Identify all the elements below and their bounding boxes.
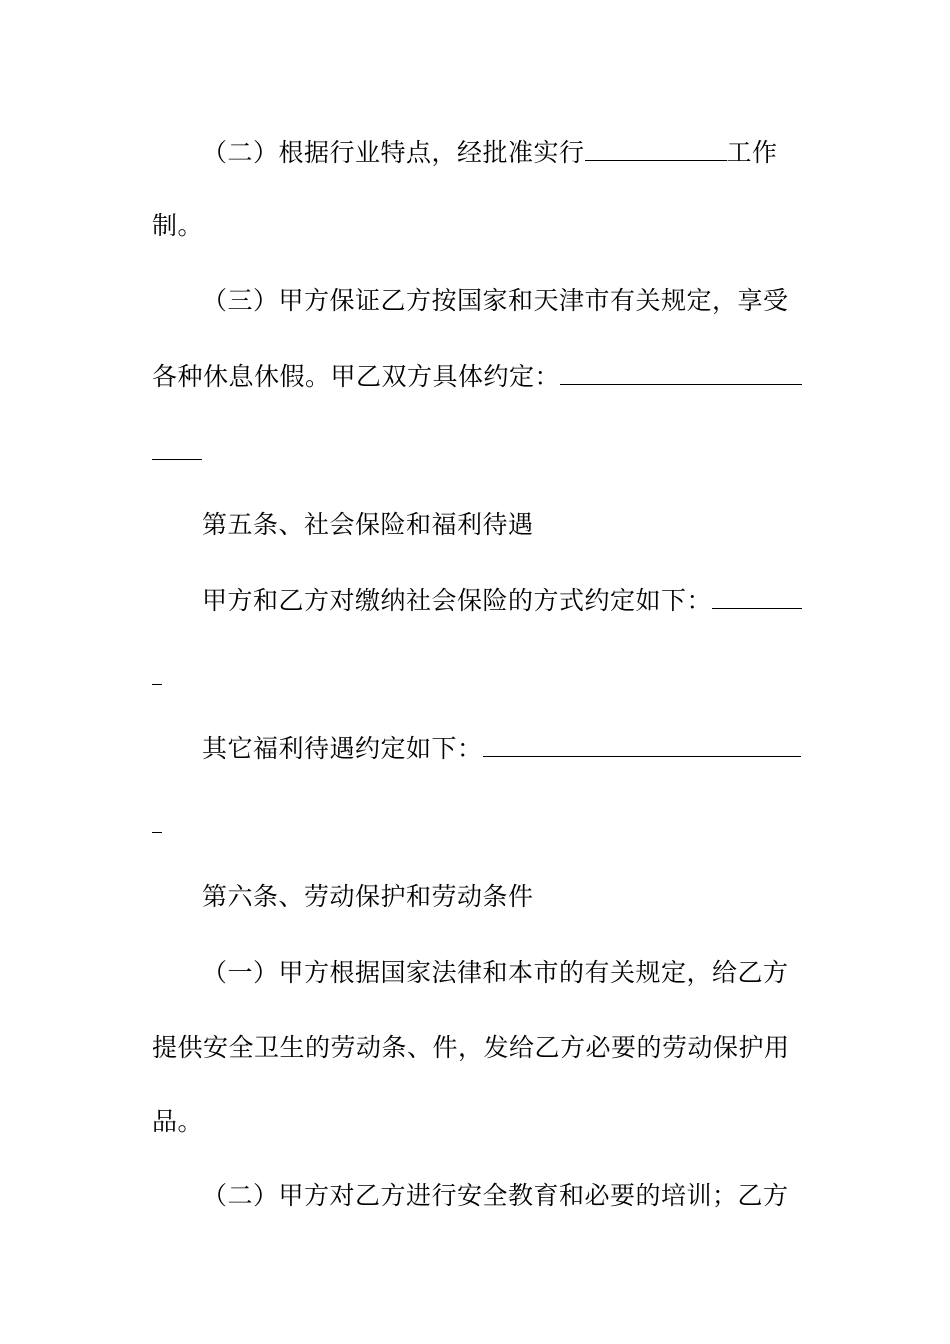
line-text: （二）甲方对乙方进行安全教育和必要的培训；乙方 — [202, 1181, 789, 1210]
line-text: （二）根据行业特点，经批准实行 — [202, 138, 585, 167]
paragraph-line — [202, 283, 802, 319]
fill-in-blank[interactable] — [712, 584, 802, 609]
paragraph-line — [152, 208, 802, 244]
fill-in-blank[interactable] — [585, 136, 727, 161]
paragraph-line — [152, 1030, 802, 1066]
fill-in-blank-continuation[interactable] — [152, 684, 162, 685]
line-text: 甲方和乙方对缴纳社会保险的方式约定如下： — [202, 586, 713, 615]
paragraph-line — [202, 583, 802, 619]
fill-in-blank-continuation[interactable] — [152, 459, 202, 460]
section-heading — [202, 507, 802, 543]
line-text: （三）甲方保证乙方按国家和天津市有关规定，享受 — [202, 286, 789, 315]
paragraph-line — [202, 1178, 802, 1214]
section-heading — [202, 879, 802, 915]
paragraph-line — [202, 955, 802, 991]
paragraph-line — [202, 135, 802, 171]
fill-in-blank[interactable] — [560, 360, 802, 385]
line-text: 第五条、社会保险和福利待遇 — [202, 510, 534, 539]
fill-in-blank-continuation[interactable] — [152, 832, 162, 833]
line-text-suffix: 工作 — [726, 138, 778, 167]
paragraph-line — [202, 731, 802, 767]
line-text: 第六条、劳动保护和劳动条件 — [202, 882, 534, 911]
line-text: 品。 — [152, 1107, 204, 1136]
line-text: 各种休息休假。甲乙双方具体约定： — [152, 362, 561, 391]
line-text: 其它福利待遇约定如下： — [202, 734, 483, 763]
line-text: 提供安全卫生的劳动条、件，发给乙方必要的劳动保护用 — [152, 1033, 790, 1062]
fill-in-blank[interactable] — [483, 732, 801, 757]
line-text: （一）甲方根据国家法律和本市的有关规定，给乙方 — [202, 958, 789, 987]
paragraph-line — [152, 359, 802, 395]
line-text: 制。 — [152, 211, 204, 240]
paragraph-line — [152, 1104, 802, 1140]
